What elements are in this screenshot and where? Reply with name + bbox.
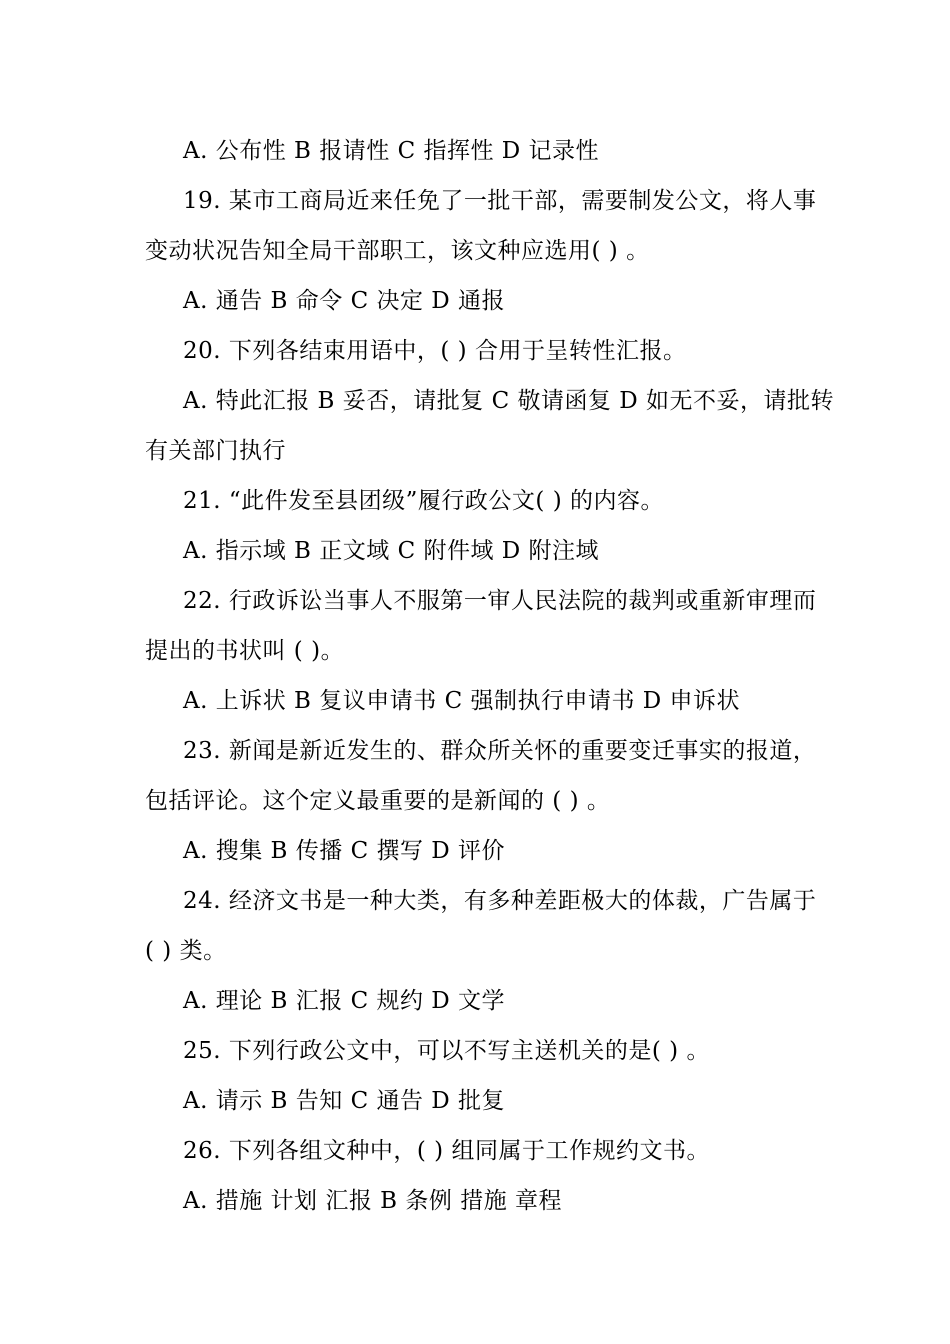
option-line-q20-2: 有关部门执行	[145, 438, 286, 464]
option-line-q25: A. 请示 B 告知 C 通告 D 批复	[183, 1088, 506, 1114]
question-24-line-1: 24. 经济文书是一种大类，有多种差距极大的体裁，广告属于	[183, 888, 817, 914]
question-22-line-2: 提出的书状叫 ( )。	[145, 638, 345, 664]
question-22-line-1: 22. 行政诉讼当事人不服第一审人民法院的裁判或重新审理而	[183, 588, 817, 614]
option-line-q24: A. 理论 B 汇报 C 规约 D 文学	[183, 988, 506, 1014]
option-line-q23: A. 搜集 B 传播 C 撰写 D 评价	[183, 838, 506, 864]
question-25-line-1: 25. 下列行政公文中，可以不写主送机关的是( ) 。	[183, 1038, 710, 1064]
question-19-line-2: 变动状况告知全局干部职工，该文种应选用( ) 。	[145, 238, 650, 264]
option-line-q22: A. 上诉状 B 复议申请书 C 强制执行申请书 D 申诉状	[183, 688, 741, 714]
question-23-line-1: 23. 新闻是新近发生的、群众所关怀的重要变迁事实的报道，	[183, 738, 817, 764]
option-line-q19: A. 通告 B 命令 C 决定 D 通报	[183, 288, 506, 314]
option-line-q20-1: A. 特此汇报 B 妥否，请批复 C 敬请函复 D 如无不妥，请批转	[183, 388, 835, 414]
option-line-q26: A. 措施 计划 汇报 B 条例 措施 章程	[183, 1188, 562, 1214]
question-20-line-1: 20. 下列各结束用语中，( ) 合用于呈转性汇报。	[183, 338, 687, 364]
option-line-q18: A. 公布性 B 报请性 C 指挥性 D 记录性	[183, 138, 600, 164]
question-24-line-2: ( ) 类。	[145, 938, 227, 964]
option-line-q21: A. 指示域 B 正文域 C 附件域 D 附注域	[183, 538, 600, 564]
question-21-line-1: 21. “此件发至县团级”履行政公文( ) 的内容。	[183, 488, 664, 514]
question-23-line-2: 包括评论。这个定义最重要的是新闻的 ( ) 。	[145, 788, 611, 814]
question-26-line-1: 26. 下列各组文种中，( ) 组同属于工作规约文书。	[183, 1138, 710, 1164]
question-19-line-1: 19. 某市工商局近来任免了一批干部，需要制发公文，将人事	[183, 188, 817, 214]
